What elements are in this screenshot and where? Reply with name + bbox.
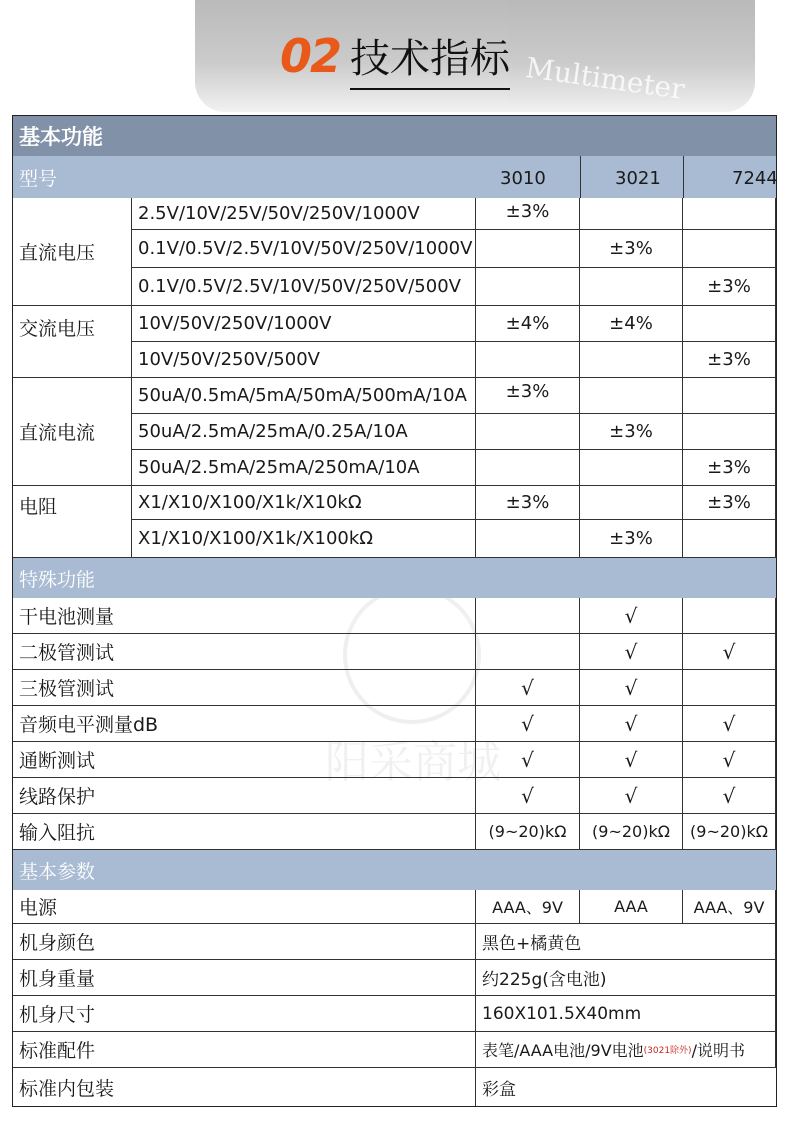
range-row: 10V/50V/250V/1000V xyxy=(132,306,476,342)
size-value: 160X101.5X40mm xyxy=(476,996,776,1032)
feature-battery-test: 干电池测量 xyxy=(13,598,476,634)
model-row xyxy=(13,156,776,198)
feature-transistor-test: 三极管测试 xyxy=(13,670,476,706)
section-header xyxy=(0,0,790,112)
feature-audio-db: 音频电平测量dB xyxy=(13,706,476,742)
feature-input-impedance: 输入阻抗 xyxy=(13,814,476,850)
acc-7244 xyxy=(683,414,776,450)
impedance-3021: (9~20)kΩ xyxy=(580,814,683,850)
check-mark: √ xyxy=(683,634,776,670)
acc-7244 xyxy=(683,378,776,414)
range-row: 0.1V/0.5V/2.5V/10V/50V/250V/1000V xyxy=(132,230,476,268)
acc-3021: ±3% xyxy=(580,520,683,558)
acc-3010: ±3% xyxy=(476,378,580,414)
acc-7244 xyxy=(683,306,776,342)
acc-3021: ±4% xyxy=(580,306,683,342)
accessories-value xyxy=(476,1032,776,1068)
acc-3021: ±3% xyxy=(580,230,683,268)
param-weight: 机身重量 xyxy=(13,960,476,996)
model-3021: 3021 xyxy=(615,168,661,189)
param-size: 机身尺寸 xyxy=(13,996,476,1032)
acc-3021 xyxy=(580,378,683,414)
check-mark: √ xyxy=(476,670,580,706)
impedance-7244: (9~20)kΩ xyxy=(683,814,776,850)
acc-3010: ±3% xyxy=(476,486,580,520)
range-row: 50uA/0.5mA/5mA/50mA/500mA/10A xyxy=(132,378,476,414)
check-mark: √ xyxy=(580,670,683,706)
model-7244: 7244 xyxy=(732,168,778,189)
check-mark: √ xyxy=(476,706,580,742)
acc-3021 xyxy=(580,486,683,520)
acc-7244: ±3% xyxy=(683,486,776,520)
check-mark: √ xyxy=(580,706,683,742)
power-3021: AAA xyxy=(580,890,683,924)
acc-3010 xyxy=(476,268,580,306)
check-mark: √ xyxy=(683,778,776,814)
body-color-value: 黑色+橘黄色 xyxy=(476,924,776,960)
range-row: 0.1V/0.5V/2.5V/10V/50V/250V/500V xyxy=(132,268,476,306)
feature-diode-test: 二极管测试 xyxy=(13,634,476,670)
impedance-3010: (9~20)kΩ xyxy=(476,814,580,850)
model-label: 型号 xyxy=(19,167,58,190)
group-dc-voltage: 直流电压 xyxy=(13,198,132,306)
check-mark: √ xyxy=(683,742,776,778)
feature-cell xyxy=(476,598,580,634)
check-mark: √ xyxy=(580,634,683,670)
range-row: 50uA/2.5mA/25mA/250mA/10A xyxy=(132,450,476,486)
range-row: 10V/50V/250V/500V xyxy=(132,342,476,378)
check-mark: √ xyxy=(476,742,580,778)
acc-3021 xyxy=(580,342,683,378)
acc-7244: ±3% xyxy=(683,450,776,486)
check-mark: √ xyxy=(476,778,580,814)
feature-continuity: 通断测试 xyxy=(13,742,476,778)
range-row: 50uA/2.5mA/25mA/0.25A/10A xyxy=(132,414,476,450)
acc-3010 xyxy=(476,342,580,378)
accessories-main: 表笔/AAA电池/9V电池 xyxy=(482,1041,644,1060)
section-special-functions xyxy=(13,558,776,598)
group-resistance: 电阻 xyxy=(13,486,132,558)
acc-7244: ±3% xyxy=(683,342,776,378)
section-basic-functions: 基本功能 xyxy=(13,116,776,156)
feature-cell xyxy=(683,598,776,634)
acc-3010: ±4% xyxy=(476,306,580,342)
range-row: 2.5V/10V/25V/50V/250V/1000V xyxy=(132,198,476,230)
acc-7244 xyxy=(683,230,776,268)
power-3010: AAA、9V xyxy=(476,890,580,924)
acc-3010 xyxy=(476,414,580,450)
acc-3021 xyxy=(580,268,683,306)
check-mark: √ xyxy=(580,598,683,634)
acc-3010: ±3% xyxy=(476,198,580,230)
multimeter-label: Multimeter xyxy=(523,51,687,106)
acc-3010 xyxy=(476,450,580,486)
section-number: 02 xyxy=(279,29,340,83)
check-mark: √ xyxy=(580,742,683,778)
weight-value: 约225g(含电池) xyxy=(476,960,776,996)
range-row: X1/X10/X100/X1k/X10kΩ xyxy=(132,486,476,520)
param-accessories: 标准配件 xyxy=(13,1032,476,1068)
check-mark: √ xyxy=(580,778,683,814)
acc-7244 xyxy=(683,198,776,230)
feature-cell xyxy=(476,634,580,670)
spec-table xyxy=(12,115,777,1107)
group-dc-current: 直流电流 xyxy=(13,378,132,486)
acc-3021 xyxy=(580,450,683,486)
special-functions-label: 特殊功能 xyxy=(19,568,96,591)
packaging-value: 彩盒 xyxy=(482,1079,516,1100)
param-power: 电源 xyxy=(13,890,476,924)
feature-circuit-protection: 线路保护 xyxy=(13,778,476,814)
model-3010: 3010 xyxy=(500,168,546,189)
range-row: X1/X10/X100/X1k/X100kΩ xyxy=(132,520,476,558)
power-7244: AAA、9V xyxy=(683,890,776,924)
accessories-note: (3021除外) xyxy=(643,1046,692,1056)
watermark-logo: 阳采商城 xyxy=(303,586,523,806)
acc-3010 xyxy=(476,520,580,558)
param-packaging: 标准内包装 xyxy=(13,1068,476,1106)
acc-3021: ±3% xyxy=(580,414,683,450)
section-basic-params xyxy=(13,850,776,890)
accessories-manual: /说明书 xyxy=(691,1041,745,1060)
acc-3010 xyxy=(476,230,580,268)
section-title: 技术指标 xyxy=(350,27,510,90)
acc-7244 xyxy=(683,520,776,558)
feature-cell xyxy=(683,670,776,706)
acc-3021 xyxy=(580,198,683,230)
group-ac-voltage: 交流电压 xyxy=(13,306,132,378)
basic-params-label: 基本参数 xyxy=(19,860,96,883)
check-mark: √ xyxy=(683,706,776,742)
acc-7244: ±3% xyxy=(683,268,776,306)
param-body-color: 机身颜色 xyxy=(13,924,476,960)
